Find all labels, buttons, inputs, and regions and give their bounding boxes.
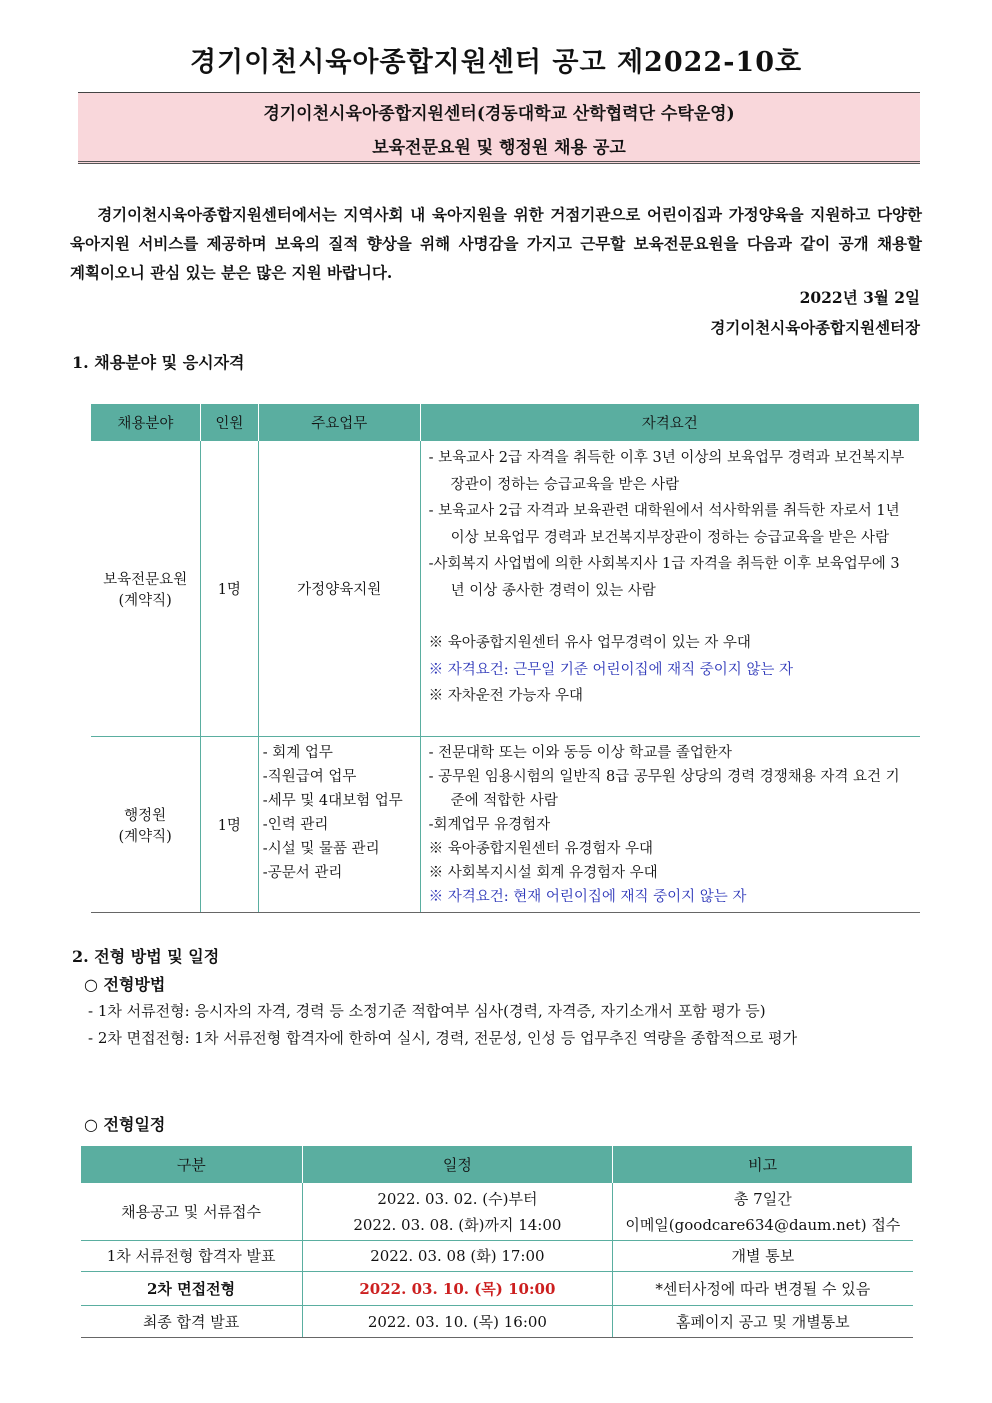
date-cell: 2022. 03. 08 (화) 17:00 bbox=[302, 1241, 613, 1272]
note-cell bbox=[613, 1183, 913, 1241]
recruitment-header-row bbox=[91, 404, 920, 441]
note-line: 이메일(goodcare634@daum.net) 접수 bbox=[625, 1215, 901, 1234]
header-date: 일정 bbox=[302, 1146, 613, 1183]
signature: 경기이천시육아종합지원센터장 bbox=[710, 318, 920, 337]
count-cell: 1명 bbox=[200, 737, 258, 913]
duty-item: -인력 관리 bbox=[262, 817, 329, 833]
duty-item: -공문서 관리 bbox=[262, 865, 343, 881]
duty-item: -시설 및 물품 관리 bbox=[262, 841, 380, 857]
requirement-note: ※ 육아종합지원센터 유사 업무경력이 있는 자 우대 bbox=[428, 635, 751, 651]
requirement-item: - 보육교사 2급 자격과 보육관련 대학원에서 석사학위를 취득한 자로서 1년 이상 보육업무 경력과 보건복지부장관이 정하는 승급교육을 받은 사람 bbox=[428, 503, 900, 546]
stage-cell: 2차 면접전형 bbox=[81, 1272, 303, 1306]
requirement-note: ※ 육아종합지원센터 유경험자 우대 bbox=[428, 841, 654, 857]
date-line: 2022. 03. 08. (화)까지 14:00 bbox=[353, 1215, 562, 1234]
method-line-2: - 2차 면접전형: 1차 서류전형 합격자에 한하여 실시, 경력, 전문성, 인성 등 업무추진 역량을 종합적으로 평가 bbox=[88, 1029, 798, 1047]
schedule-row bbox=[81, 1241, 913, 1272]
date-cell-highlight: 2022. 03. 10. (목) 10:00 bbox=[302, 1272, 613, 1306]
header-note: 비고 bbox=[613, 1146, 913, 1183]
requirements-cell bbox=[420, 441, 919, 737]
duty-cell bbox=[258, 737, 420, 913]
announcement-date: 2022년 3월 2일 bbox=[799, 288, 920, 307]
requirement-item: -회계업무 유경험자 bbox=[428, 817, 551, 833]
duty-cell: 가정양육지원 bbox=[258, 441, 420, 737]
table-row-admin-staff bbox=[91, 737, 920, 913]
field-note: (계약직) bbox=[118, 592, 172, 609]
requirement-item: - 공무원 임용시험의 일반직 8급 공무원 상당의 경력 경쟁채용 자격 요건 기준에 적합한 사람 bbox=[428, 769, 900, 809]
section1-title: 1. 채용분야 및 응시자격 bbox=[72, 353, 245, 372]
requirement-note: ※ 사회복지시설 회계 유경험자 우대 bbox=[428, 865, 658, 881]
note-cell: 홈페이지 공고 및 개별통보 bbox=[613, 1306, 913, 1338]
header-stage: 구분 bbox=[81, 1146, 303, 1183]
requirements-cell bbox=[420, 737, 919, 913]
document-title: 경기이천시육아종합지원센터 공고 제2022-10호 bbox=[189, 47, 803, 78]
recruitment-table bbox=[90, 404, 920, 913]
field-name: 보육전문요원 bbox=[103, 571, 188, 588]
requirement-note-highlight: ※ 자격요건: 근무일 기준 어린이집에 재직 중이지 않는 자 bbox=[428, 661, 794, 678]
schedule-row bbox=[81, 1306, 913, 1338]
requirement-note-highlight: ※ 자격요건: 현재 어린이집에 재직 중이지 않는 자 bbox=[428, 889, 747, 905]
header-subject-line: 보육전문요원 및 행정원 채용 공고 bbox=[372, 138, 626, 158]
section2-title: 2. 전형 방법 및 일정 bbox=[72, 947, 220, 966]
table-row-childcare-specialist bbox=[91, 441, 920, 737]
intro-paragraph bbox=[70, 200, 922, 287]
header-count: 인원 bbox=[200, 404, 258, 441]
requirement-item: - 보육교사 2급 자격을 취득한 이후 3년 이상의 보육업무 경력과 보건복지부장관이 정하는 승급교육을 받은 사람 bbox=[428, 450, 905, 493]
note-line: 총 7일간 bbox=[733, 1189, 792, 1208]
method-subtitle: ○ 전형방법 bbox=[84, 975, 166, 994]
intro-text: 경기이천시육아종합지원센터에서는 지역사회 내 육아지원을 위한 거점기관으로 어린이집과 가정양육을 지원하고 다양한 육아지원 서비스를 제공하며 보육의 질적 향상을 위해 사명감을 가지고 근무할 보육전문요원을 다음과 같이 공개 채용할 계획이오니 관심 있는 분은 많은 지원 바랍니다. bbox=[70, 205, 922, 282]
duty-item: -직원급여 업무 bbox=[262, 769, 357, 785]
date-cell: 2022. 03. 10. (목) 16:00 bbox=[302, 1306, 613, 1338]
schedule-header-row bbox=[81, 1146, 913, 1183]
schedule-row-interview bbox=[81, 1272, 913, 1306]
note-cell: 개별 통보 bbox=[613, 1241, 913, 1272]
field-cell bbox=[91, 441, 201, 737]
stage-cell: 채용공고 및 서류접수 bbox=[81, 1183, 303, 1241]
field-name: 행정원 bbox=[124, 807, 167, 824]
field-cell bbox=[91, 737, 201, 913]
date-cell bbox=[302, 1183, 613, 1241]
schedule-subtitle: ○ 전형일정 bbox=[84, 1115, 166, 1134]
header-org-line: 경기이천시육아종합지원센터(경동대학교 산학협력단 수탁운영) bbox=[263, 104, 735, 124]
date-line: 2022. 03. 02. (수)부터 bbox=[377, 1189, 538, 1208]
requirement-item: -사회복지 사업법에 의한 사회복지사 1급 자격을 취득한 이후 보육업무에 3년 이상 종사한 경력이 있는 사람 bbox=[428, 556, 900, 599]
header-duty: 주요업무 bbox=[258, 404, 420, 441]
duty-item: - 회계 업무 bbox=[262, 745, 333, 761]
method-line-1: - 1차 서류전형: 응시자의 자격, 경력 등 소정기준 적합여부 심사(경력, 자격증, 자기소개서 포함 평가 등) bbox=[88, 1002, 766, 1020]
stage-cell: 최종 합격 발표 bbox=[81, 1306, 303, 1338]
schedule-row bbox=[81, 1183, 913, 1241]
requirement-note: ※ 자차운전 가능자 우대 bbox=[428, 688, 583, 704]
requirement-item: - 전문대학 또는 이와 동등 이상 학교를 졸업한자 bbox=[428, 745, 732, 761]
duty-item: -세무 및 4대보험 업무 bbox=[262, 793, 403, 809]
count-cell: 1명 bbox=[200, 441, 258, 737]
note-cell: *센터사정에 따라 변경될 수 있음 bbox=[613, 1272, 913, 1306]
schedule-table bbox=[80, 1146, 913, 1338]
header-field: 채용분야 bbox=[91, 404, 201, 441]
header-requirements: 자격요건 bbox=[420, 404, 919, 441]
field-note: (계약직) bbox=[118, 828, 172, 845]
stage-cell: 1차 서류전형 합격자 발표 bbox=[81, 1241, 303, 1272]
header-banner bbox=[78, 92, 920, 164]
